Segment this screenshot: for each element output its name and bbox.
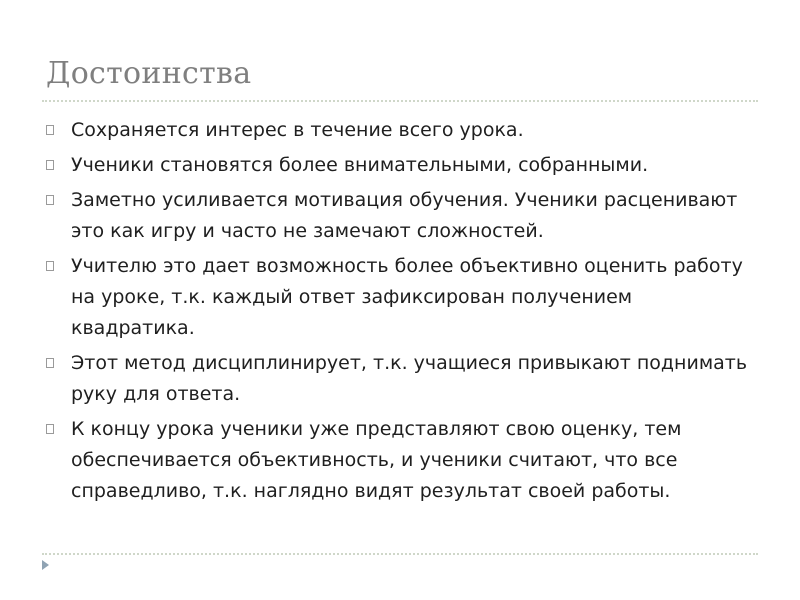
bullet-square-icon [46,358,54,368]
triangle-right-icon [42,560,49,570]
bullet-square-icon [46,125,54,135]
bullet-item [46,414,758,507]
bullet-item [46,185,758,247]
bullet-text: Ученики становятся более внимательными, собранными. [71,154,649,176]
bullet-item [46,150,758,181]
bullet-text: К концу урока ученики уже представляют свою оценку, тем обеспечивается объективность, и ученики считают, что все справедливо, т.к. наглядно видят результат своей работы. [71,418,682,502]
bullet-square-icon [46,424,54,434]
bullet-text: Этот метод дисциплинирует, т.к. учащиеся привыкают поднимать руку для ответа. [71,352,748,405]
bullet-item [46,251,758,344]
bullet-text: Учителю это дает возможность более объективно оценить работу на уроке, т.к. каждый ответ зафиксирован получением квадратика. [71,255,743,339]
title-divider [42,100,758,102]
bullet-item [46,348,758,410]
bullet-square-icon [46,195,54,205]
footer-divider [42,553,758,555]
bullet-list [46,115,758,511]
bullet-text: Сохраняется интерес в течение всего урока. [71,119,524,141]
bullet-item [46,115,758,146]
bullet-text: Заметно усиливается мотивация обучения. Ученики расценивают это как игру и часто не замечают сложностей. [71,189,738,242]
bullet-square-icon [46,261,54,271]
bullet-square-icon [46,160,54,170]
slide-title: Достоинства [46,56,252,91]
